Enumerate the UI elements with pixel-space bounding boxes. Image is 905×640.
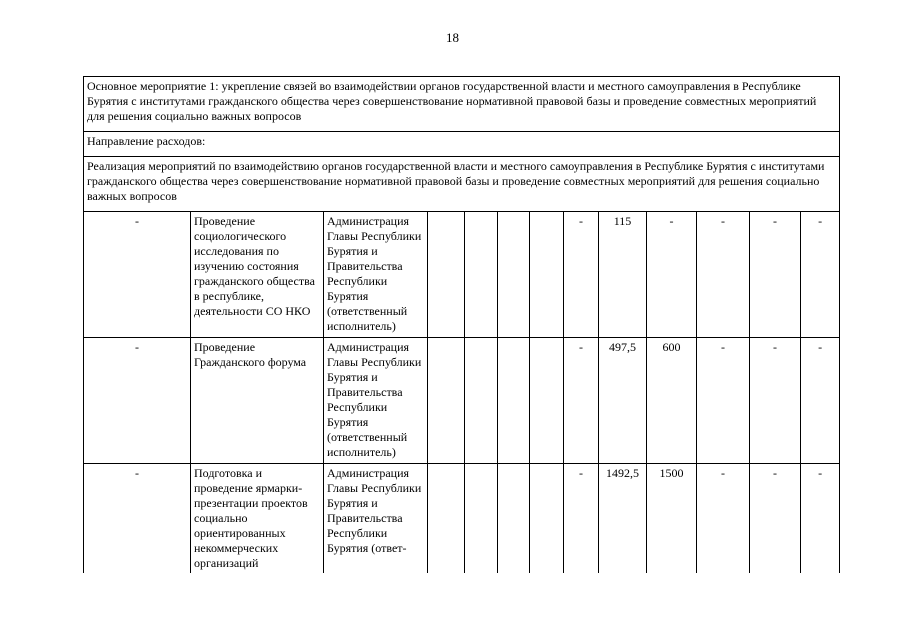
table-row [84, 338, 840, 464]
value-cell: - [564, 464, 599, 574]
row-number: - [84, 464, 191, 574]
code-cell [428, 464, 465, 574]
code-cell [428, 338, 465, 464]
code-cell [465, 212, 498, 338]
program-table [83, 76, 840, 573]
executor: Администрация Главы Республики Бурятия и Правительства Республики Бурятия (ответственный исполнитель) [324, 212, 428, 338]
event-name: Подготовка и проведение ярмарки-презентации проектов социально ориентированных некоммерческих организаций [191, 464, 324, 574]
value-cell: - [750, 212, 801, 338]
row-number: - [84, 338, 191, 464]
code-cell [465, 338, 498, 464]
table-row [84, 464, 840, 574]
expense-direction-text: Направление расходов: [84, 132, 840, 157]
value-cell: - [750, 464, 801, 574]
implementation-text: Реализация мероприятий по взаимодействию органов государственной власти и местного самоуправления в Республике Бурятия с институтами гражданского общества через совершенствование нормативной правовой базы и проведение совместных мероприятий для решения социально важных вопросов [84, 157, 840, 212]
value-cell: 600 [647, 338, 697, 464]
value-cell: 497,5 [599, 338, 647, 464]
code-cell [498, 338, 530, 464]
value-cell: 1500 [647, 464, 697, 574]
value-cell: - [801, 212, 840, 338]
event-name: Проведение социологического исследования по изучению состояния гражданского общества в республике, деятельности СО НКО [191, 212, 324, 338]
code-cell [465, 464, 498, 574]
value-cell: 1492,5 [599, 464, 647, 574]
code-cell [530, 338, 564, 464]
value-cell: - [564, 212, 599, 338]
code-cell [530, 212, 564, 338]
code-cell [498, 212, 530, 338]
table-row [84, 212, 840, 338]
page-number: 18 [446, 30, 459, 45]
value-cell: - [750, 338, 801, 464]
implementation-row [84, 157, 840, 212]
value-cell: - [697, 464, 750, 574]
value-cell: - [801, 464, 840, 574]
code-cell [498, 464, 530, 574]
value-cell: - [697, 338, 750, 464]
code-cell [428, 212, 465, 338]
row-number: - [84, 212, 191, 338]
code-cell [530, 464, 564, 574]
expense-direction-row [84, 132, 840, 157]
value-cell: - [564, 338, 599, 464]
main-event-row [84, 77, 840, 132]
value-cell: - [697, 212, 750, 338]
event-name: Проведение Гражданского форума [191, 338, 324, 464]
executor: Администрация Главы Республики Бурятия и Правительства Республики Бурятия (ответ- [324, 464, 428, 574]
main-event-text: Основное мероприятие 1: укрепление связей во взаимодействии органов государственной власти и местного самоуправления в Республике Бурятия с институтами гражданского общества через совершенствование нормативной правовой базы и проведение совместных мероприятий для решения социально важных вопросов [84, 77, 840, 132]
value-cell: - [647, 212, 697, 338]
value-cell: 115 [599, 212, 647, 338]
executor: Администрация Главы Республики Бурятия и Правительства Республики Бурятия (ответственный исполнитель) [324, 338, 428, 464]
value-cell: - [801, 338, 840, 464]
